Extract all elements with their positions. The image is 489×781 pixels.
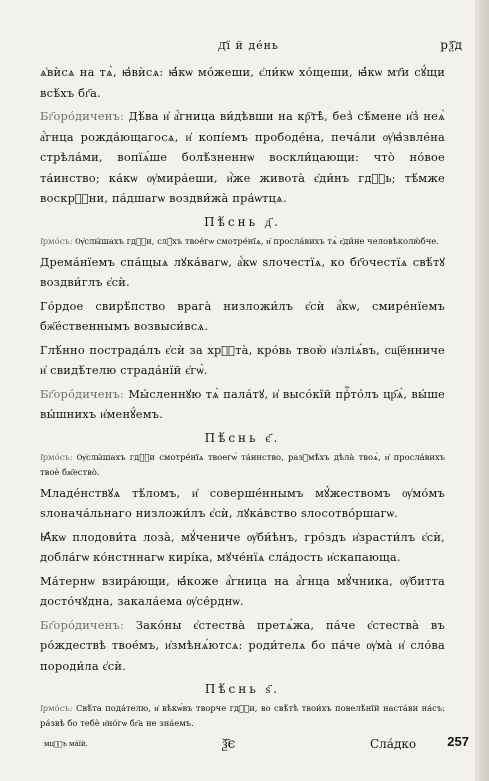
running-title: Д҃ї й де́нь — [218, 39, 279, 52]
signature-mark: мцⷭ҇ъ ма́їй. — [44, 740, 88, 748]
troparion-paragraph — [40, 615, 445, 677]
paragraph-text: Младе́нствꙋѧ тѣ́ломъ, и҆ соверше́ннымъ мꙋ́жествомъ ѹ҆мо́мъ ѕлонача́льнаго низложи́лъ є҆сѝ, лꙋка́вство ѕлосотво́ршагѡ. — [40, 485, 445, 520]
paragraph-text: ѧ҆вѝсѧ на тѧ̀, ꙗ҆вѝсѧ: ꙗ҆́кѡ мо́жеши, є҆ли́кѡ хо́щеши, ꙗ҆́кѡ мт҃и сꙋ́щи всѣ́хъ бг҃а. — [40, 65, 445, 100]
paragraph-lead: І҆рмо́съ: — [40, 703, 73, 713]
irmos-paragraph — [40, 234, 445, 249]
paragraph-text: Глѣ́нно пострада́лъ є҆сѝ за хрⷭ҇та̀, кро́вь твою̀ и҆зліѧ́въ, сщ҃е́нниче и҆ свидѣ́телю страда́нїй є҆гѡ̀. — [40, 342, 445, 377]
page-edge-shadow — [475, 0, 489, 781]
paragraph-text: Зако́ны є҆стества̀ претѧ́жа, па́че є҆стества̀ въ ро́ждествѣ твое́мъ, и҆змѣнѧ́ютсѧ: роди́телѧ бо па́че ѹ҆ма̀ и҆ сло́ва породи́ла є҆сѝ. — [40, 617, 445, 673]
paragraph-lead: І҆рмо́съ: — [40, 451, 73, 462]
paragraph-text: Ма́тернѡ взира́ющи, ꙗ҆́коже а҆́гница на а҆́гнца мꙋ́чника, ѹ҆битта досто́чꙋдна, закала́ема ѹ҆се́рднѡ. — [40, 573, 445, 608]
paragraph-lead: Бг҃оро́диченъ: — [40, 386, 125, 401]
troparion-paragraph — [40, 340, 445, 381]
page-footer — [44, 734, 469, 758]
paragraph-text: Ꙗ҆́кѡ плодови́та лоза̀, мꙋ́чениче ѹ҆би́ѣнъ, гро́здъ и҆зрасти́лъ є҆сѝ, добла́гѡ ко́нстннагѡ кирі́ка, мꙋче́нїѧ сла́дость и҆скапающа. — [40, 529, 445, 564]
ode-heading: Пѣ́снь д҃. — [204, 214, 281, 229]
troparion-paragraph — [40, 252, 445, 293]
running-header — [34, 36, 463, 56]
troparion-paragraph — [40, 106, 445, 209]
catchword: Сла́дко — [370, 737, 417, 751]
paragraph-text: Ѹ҆слы́шахъ гдⷭ҇и смотре́нїѧ твоегѡ̀ та́инство, разꙋмѣ́хъ дѣла̀ твоѧ̀, и҆ просла́вихъ твоѐ бж҃ество̀. — [40, 451, 445, 477]
page-number: 257 — [447, 734, 469, 749]
irmos-paragraph — [40, 450, 445, 480]
page-body — [40, 62, 445, 734]
paragraph-lead: Бг҃оро́диченъ: — [40, 109, 125, 123]
paragraph-text: Дѣ́ва и҆ а҆́гница ви́дѣвши на кр҇тѣ̀, без̾ сѣ́мене и҆з̾ неѧ̀ а҆́гнца рожда́ющагосѧ, и҆ копі́емъ прободе́на, печа́ли ѹ҆ꙗ҆звле́на стрѣла́ми, вопїѧ́ше болѣ́зненнѡ воскли́цающи: что̀ но́вое та́инство; ка́кѡ ѹ҆мира́еши, и҆̀же живота̀ є҆ди́нъ гдⷭ҇ь; тѣ́мже воскрⷭ҇ни, па́дшагѡ воздви́жа̀ пра́ѡтцѧ. — [40, 109, 445, 205]
troparion-paragraph — [40, 62, 445, 103]
paragraph-lead: І҆рмо́съ: — [40, 235, 73, 246]
paragraph-text: Го́рдое свирѣ́пство врага̀ низложи́лъ є҆сѝ а҆́кѡ, смире́нїемъ бж҃е́ственнымъ возвыси́всѧ. — [40, 298, 445, 333]
paragraph-text: Дрема́нїемъ спа́щыѧ лꙋка́вагѡ, а҆́кѡ ѕлочестїѧ, ко бг҃очестїѧ свѣ́тꙋ воздви́глъ є҆сѝ. — [40, 254, 445, 289]
quire-mark: ѯ҃є — [222, 736, 236, 752]
paragraph-text: Мы́сленнꙋю тѧ̀ пала́тꙋ, и҆ высо́кїй прⷭ҇то́лъ цр҃ѧ̀, вы́ше вы́шнихъ и҆менꙋ́емъ. — [40, 386, 446, 421]
ode-heading: Пѣ́снь є҃. — [204, 430, 281, 445]
irmos-paragraph — [40, 701, 445, 731]
troparion-paragraph — [40, 296, 445, 337]
paragraph-lead: Бг҃оро́диченъ: — [40, 617, 125, 632]
paragraph-text: Ѹ҆слы́шахъ гдⷭ҇и, слꙋ́хъ твое́гѡ смотре́нїѧ, и҆ просла́вихъ тѧ̀ є҆ди́не человѣколю́бче. — [75, 235, 439, 246]
folio-number: рѯ҃д — [440, 38, 463, 52]
troparion-paragraph — [40, 483, 445, 524]
troparion-paragraph — [40, 571, 445, 612]
troparion-paragraph — [40, 384, 445, 425]
ode-heading: Пѣ́снь ѕ҃. — [204, 682, 281, 696]
paragraph-text: Свѣ́та пода́телю, и҆ вѣкѡ́въ творче гдⷭ҇и, во свѣ́тѣ твои́хъ повелѣ́нїй наста́ви на́съ: ра́звѣ бо тебѐ и҆но́гѡ бг҃а не зна́емъ. — [40, 703, 445, 728]
troparion-paragraph — [40, 527, 445, 568]
